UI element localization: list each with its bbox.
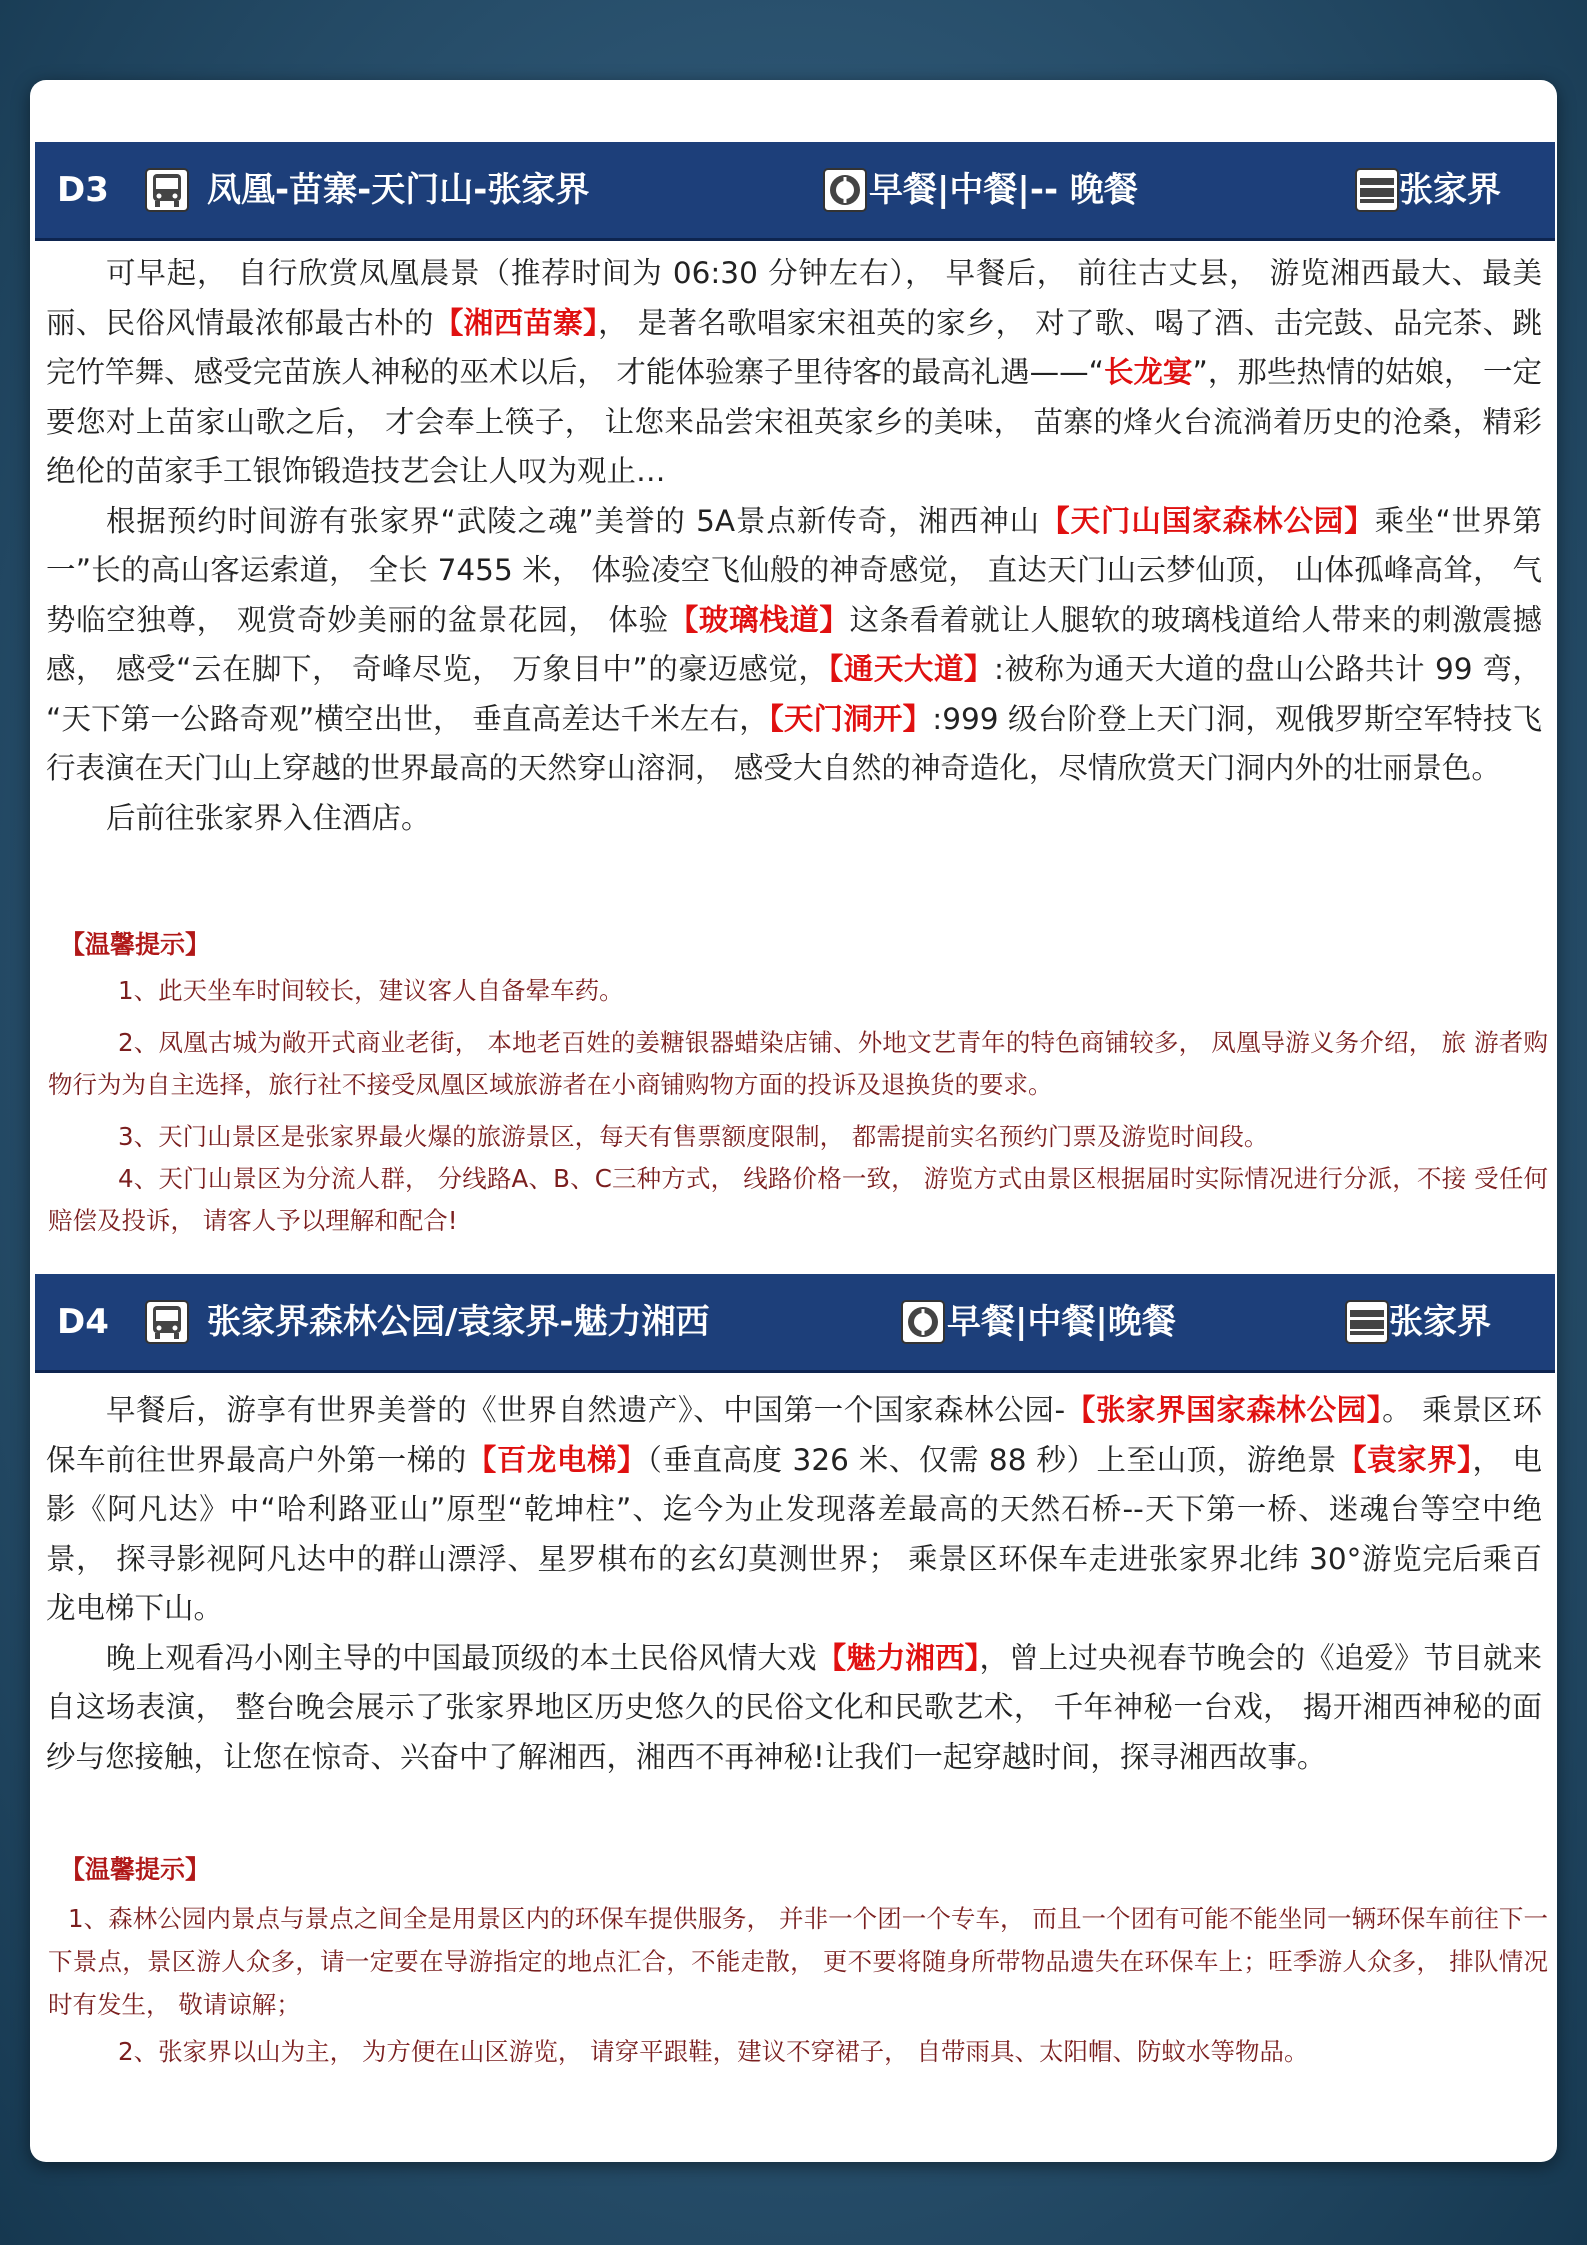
day-number: D4 [57,1302,109,1342]
tip-item: 1、森林公园内景点与景点之间全是用景区内的环保车提供服务， 并非一个团一个专车， 而且一个团有可能不能坐同一辆环保车前往下一下景点，景区游人众多，请一定要在导游指定的地点汇合，不能走散， 更不要将随身所带物品遗失在环保车上；旺季游人众多， 排队情况时有发生， 敬请谅解； [48,1904,1548,2019]
tip-item: 3、天门山景区是张家界最火爆的旅游景区，每天有售票额度限制， 都需提前实名预约门票及游览时间段。 [118,1122,1269,1151]
day-description-d4 [46,1386,1542,1782]
bus-icon [145,1300,189,1344]
hotel-city: 张家界 [1389,1302,1491,1342]
bus-icon [145,168,189,212]
description-paragraph: 早餐后，游享有世界美誉的《世界自然遗产》、中国第一个国家森林公园-【张家界国家森林公园】。 乘景区环保车前往世界最高户外第一梯的【百龙电梯】（垂直高度 326 米、仅需 88 秒）上至山顶，游绝景【袁家界】， 电影《阿凡达》中“哈利路亚山”原型“乾坤柱”、迄今为止发现落差最高的天然石桥--天下第一桥、迷魂台等空中绝景， 探寻影视阿凡达中的群山漂浮、星罗棋布的玄幻莫测世界； 乘景区环保车走进张家界北纬 30°游览完后乘百龙电梯下山。 [46,1393,1542,1625]
day-description-d3 [46,249,1542,843]
tip-item: 2、凤凰古城为敞开式商业老街， 本地老百姓的姜糖银器蜡染店铺、外地文艺青年的特色商铺较多， 凤凰导游义务介绍， 旅 游者购物行为为自主选择，旅行社不接受凤凰区域旅游者在小商铺购物方面的投诉及退换货的要求。 [48,1028,1548,1099]
description-paragraph: 根据预约时间游有张家界“武陵之魂”美誉的 5A景点新传奇，湘西神山【天门山国家森林公园】乘坐“世界第一”长的高山客运索道， 全长 7455 米， 体验凌空飞仙般的神奇感觉， 直达天门山云梦仙顶， 山体孤峰高耸， 气势临空独尊， 观赏奇妙美丽的盆景花园， 体验【玻璃栈道】这条看着就让人腿软的玻璃栈道给人带来的刺激震撼感， 感受“云在脚下， 奇峰尽览， 万象目中”的豪迈感觉，【通天大道】:被称为通天大道的盘山公路共计 99 弯， “天下第一公路奇观”横空出世， 垂直高差达千米左右，【天门洞开】:999 级台阶登上天门洞，观俄罗斯空军特技飞行表演在天门山上穿越的世界最高的天然穿山溶洞， 感受大自然的神奇造化，尽情欣赏天门洞内外的壮丽景色。 [46,503,1542,785]
day-header-d3 [35,142,1555,241]
bed-icon [1345,1300,1389,1344]
meals-info: 早餐|中餐|-- 晚餐 [869,170,1138,210]
description-paragraph: 晚上观看冯小刚主导的中国最顶级的本土民俗风情大戏【魅力湘西】，曾上过央视春节晚会的《追爱》节目就来自这场表演， 整台晚会展示了张家界地区历史悠久的民俗文化和民歌艺术， 千年神秘一台戏， 揭开湘西神秘的面纱与您接触，让您在惊奇、兴奋中了解湘西，湘西不再神秘!让我们一起穿越时间，探寻湘西故事。 [46,1640,1542,1774]
tip-item: 4、天门山景区为分流人群， 分线路A、B、C三种方式， 线路价格一致， 游览方式由景区根据届时实际情况进行分派，不接 受任何赔偿及投诉， 请客人予以理解和配合! [48,1164,1548,1235]
hotel-city: 张家界 [1399,170,1501,210]
tips-title: 【温馨提示】 [60,1855,211,1884]
tip-item: 2、张家界以山为主， 为方便在山区游览， 请穿平跟鞋，建议不穿裙子， 自带雨具、太阳帽、防蚊水等物品。 [118,2037,1309,2066]
description-paragraph: 后前往张家界入住酒店。 [106,800,431,835]
description-paragraph: 可早起， 自行欣赏凤凰晨景（推荐时间为 06:30 分钟左右）， 早餐后， 前往古丈县， 游览湘西最大、最美丽、民俗风情最浓郁最古朴的【湘西苗寨】， 是著名歌唱家宋祖英的家乡， 对了歌、喝了酒、击完鼓、品完茶、跳完竹竿舞、感受完苗族人神秘的巫术以后， 才能体验寨子里待客的最高礼遇——“长龙宴”，那些热情的姑娘， 一定要您对上苗家山歌之后， 才会奉上筷子， 让您来品尝宋祖英家乡的美味， 苗寨的烽火台流淌着历史的沧桑，精彩绝伦的苗家手工银饰锻造技艺会让人叹为观止… [46,256,1542,488]
tips-list-d4 [48,1897,1548,2073]
tip-item: 1、此天坐车时间较长，建议客人自备晕车药。 [118,976,624,1005]
itinerary-card [30,80,1557,2162]
day-number: D3 [57,170,109,210]
dining-icon [823,168,867,212]
dining-icon [901,1300,945,1344]
route-title: 凤凰-苗寨-天门山-张家界 [207,170,590,210]
bed-icon [1355,168,1399,212]
tips-list-d3 [48,970,1548,1242]
meals-info: 早餐|中餐|晚餐 [947,1302,1176,1342]
route-title: 张家界森林公园/袁家界-魅力湘西 [207,1302,710,1342]
tips-title: 【温馨提示】 [60,930,211,959]
day-header-d4 [35,1274,1555,1373]
